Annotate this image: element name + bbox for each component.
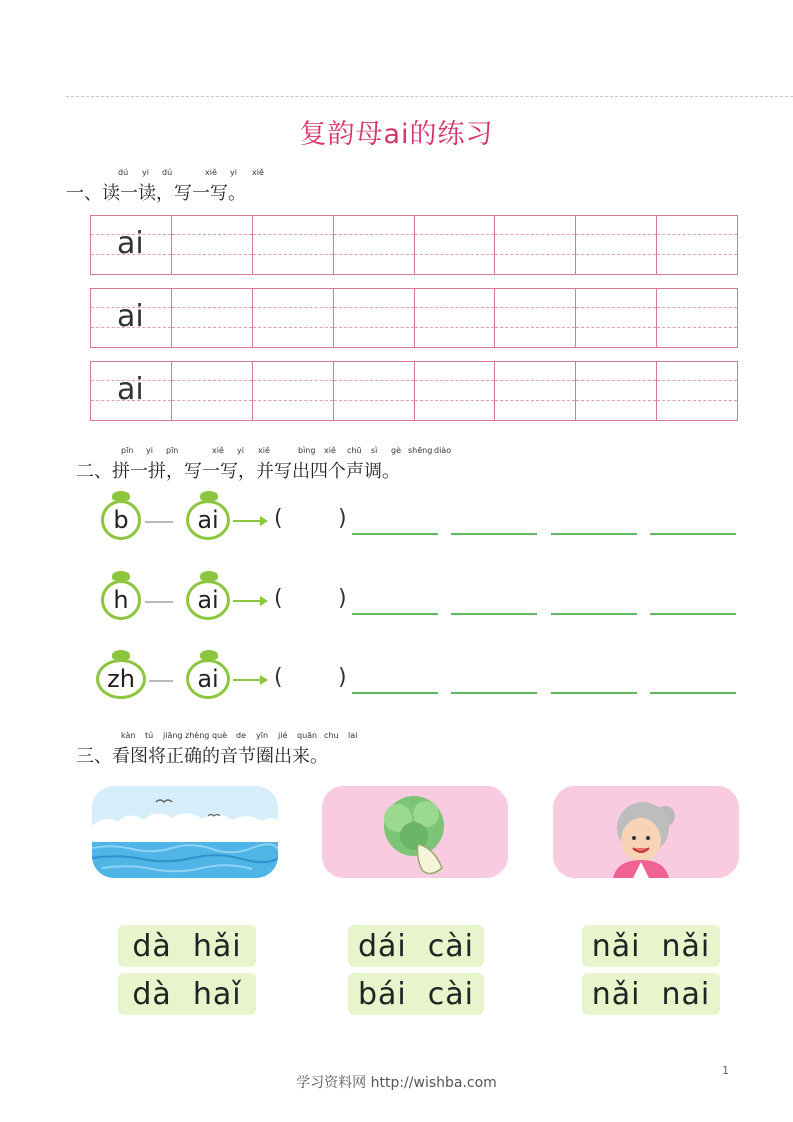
section3-pinyin [0, 731, 793, 741]
writing-cell[interactable] [334, 362, 415, 420]
writing-cell[interactable] [415, 362, 496, 420]
writing-cell[interactable] [576, 289, 657, 347]
syllable-option[interactable]: dà haǐ [118, 973, 256, 1015]
cabbage-illustration [322, 786, 508, 878]
writing-cell[interactable] [172, 216, 253, 274]
pinyin: xiě [252, 168, 264, 177]
answer-line[interactable] [650, 613, 736, 615]
answer-line[interactable] [352, 692, 438, 694]
close-paren: ) [338, 586, 347, 611]
page-number: 1 [722, 1064, 729, 1077]
syllable-option[interactable]: nǎi nai [582, 973, 720, 1015]
sea-illustration [92, 786, 278, 878]
pinyin: de [236, 731, 246, 740]
footer-source: 学习资料网 http://wishba.com [296, 1075, 497, 1091]
close-paren: ) [338, 665, 347, 690]
initial-bubble: b [101, 500, 141, 540]
pinyin: yi [146, 446, 153, 455]
section1-pinyin [0, 168, 793, 178]
arrow-line [233, 679, 261, 681]
pinyin: bìng [298, 446, 316, 455]
writing-cell[interactable] [657, 289, 737, 347]
connector-line [145, 521, 173, 523]
writing-grid-row[interactable] [90, 215, 738, 275]
pinyin: chū [347, 446, 362, 455]
pinyin: gè [391, 446, 401, 455]
pinyin: dú [118, 168, 129, 177]
answer-line[interactable] [650, 692, 736, 694]
close-paren: ) [338, 506, 347, 531]
pinyin: diào [434, 446, 452, 455]
pinyin: quān [297, 731, 318, 740]
final-bubble: ai [186, 580, 230, 620]
syllable-option[interactable]: dái cài [348, 925, 484, 967]
final-bubble: ai [186, 659, 230, 699]
syllable-option[interactable]: bái cài [348, 973, 484, 1015]
sample-syllable: ai [117, 372, 144, 407]
pinyin: jié [278, 731, 288, 740]
sample-syllable: ai [117, 299, 144, 334]
pinyin: lai [348, 731, 358, 740]
grandma-picture [553, 786, 739, 878]
arrow-head-icon [260, 675, 268, 685]
pinyin: yi [237, 446, 244, 455]
pinyin: yi [230, 168, 237, 177]
sample-syllable: ai [117, 226, 144, 261]
answer-line[interactable] [551, 533, 637, 535]
pinyin: yīn [256, 731, 269, 740]
top-dashed-divider [66, 96, 793, 97]
open-paren: ( [274, 665, 283, 690]
writing-cell[interactable] [91, 216, 172, 274]
pinyin: xiě [258, 446, 270, 455]
writing-cell[interactable] [495, 289, 576, 347]
writing-cell[interactable] [576, 216, 657, 274]
pinyin: què [212, 731, 228, 740]
pinyin: dú [162, 168, 173, 177]
answer-line[interactable] [451, 533, 537, 535]
writing-cell[interactable] [415, 289, 496, 347]
answer-line[interactable] [352, 613, 438, 615]
pinyin: sì [371, 446, 378, 455]
writing-cell[interactable] [495, 362, 576, 420]
final-bubble: ai [186, 500, 230, 540]
answer-line[interactable] [551, 613, 637, 615]
writing-cell[interactable] [253, 362, 334, 420]
arrow-head-icon [260, 596, 268, 606]
writing-cell[interactable] [415, 216, 496, 274]
open-paren: ( [274, 586, 283, 611]
writing-cell[interactable] [91, 289, 172, 347]
open-paren: ( [274, 506, 283, 531]
writing-cell[interactable] [253, 216, 334, 274]
writing-cell[interactable] [172, 362, 253, 420]
pinyin: chu [324, 731, 339, 740]
syllable-option[interactable]: nǎi nǎi [582, 925, 720, 967]
pinyin: pīn [166, 446, 179, 455]
pinyin: yi [142, 168, 149, 177]
arrow-line [233, 520, 261, 522]
pinyin: xiě [212, 446, 224, 455]
connector-line [145, 601, 173, 603]
section3-title: 三、看图将正确的音节圈出来。 [76, 746, 328, 767]
initial-bubble: h [101, 580, 141, 620]
pinyin: zhèng [185, 731, 210, 740]
pinyin: kàn [121, 731, 136, 740]
answer-line[interactable] [451, 613, 537, 615]
section2-title: 二、拼一拼，写一写，并写出四个声调。 [76, 461, 400, 482]
syllable-option[interactable]: dà hǎi [118, 925, 256, 967]
writing-grid-row[interactable] [90, 288, 738, 348]
pinyin: tú [145, 731, 154, 740]
writing-cell[interactable] [657, 216, 737, 274]
writing-cell[interactable] [253, 289, 334, 347]
pinyin: jiāng [163, 731, 183, 740]
answer-line[interactable] [551, 692, 637, 694]
writing-cell[interactable] [172, 289, 253, 347]
arrow-line [233, 600, 261, 602]
pinyin: pīn [121, 446, 134, 455]
grandma-illustration [553, 786, 739, 878]
sea-picture [92, 786, 278, 878]
pinyin: xiě [205, 168, 217, 177]
writing-cell[interactable] [576, 362, 657, 420]
writing-cell[interactable] [91, 362, 172, 420]
writing-cell[interactable] [334, 289, 415, 347]
writing-cell[interactable] [657, 362, 737, 420]
writing-cell[interactable] [495, 216, 576, 274]
page-title: 复韵母ai的练习 [299, 119, 494, 150]
pinyin: xiě [324, 446, 336, 455]
answer-line[interactable] [650, 533, 736, 535]
section1-title: 一、读一读，写一写。 [66, 183, 246, 204]
connector-line [149, 680, 173, 682]
writing-grid-row[interactable] [90, 361, 738, 421]
writing-cell[interactable] [334, 216, 415, 274]
cabbage-picture [322, 786, 508, 878]
section2-pinyin [0, 446, 793, 456]
arrow-head-icon [260, 516, 268, 526]
answer-line[interactable] [352, 533, 438, 535]
initial-bubble: zh [96, 659, 146, 699]
answer-line[interactable] [451, 692, 537, 694]
pinyin: shēng [408, 446, 433, 455]
